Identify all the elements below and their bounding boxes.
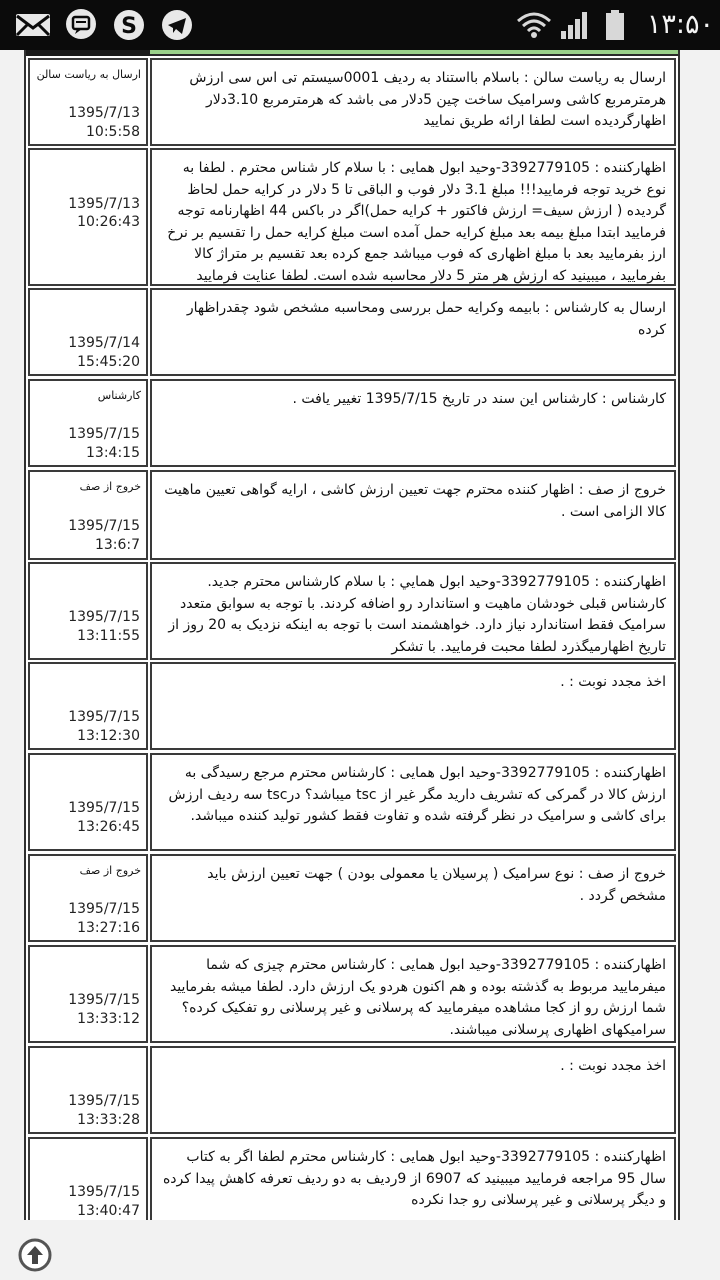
row-text-cell	[150, 662, 676, 750]
row-date: 1395/7/13	[68, 105, 140, 121]
row-text: اخذ مجدد نوبت : .	[560, 1058, 666, 1074]
row-label: خروج از صف	[79, 480, 141, 493]
row-time: 13:40:47	[77, 1203, 140, 1219]
row-text: خروج از صف : نوع سرامیک ( پرسیلان یا معمولی بودن ) جهت تعیین ارزش باید مشخص گردد .	[207, 866, 666, 904]
table-row	[26, 945, 678, 1043]
row-text-cell	[150, 1046, 676, 1134]
row-text: خروج از صف : اظهار کننده محترم جهت تعیین ارزش کاشی ، ارایه گواهی تعیین ماهیت کالا الزامی است .	[164, 482, 666, 520]
table-row	[26, 58, 678, 146]
table-row	[26, 662, 678, 750]
signal-icon	[560, 9, 590, 41]
row-text-cell	[150, 379, 676, 467]
row-text: اظهارکننده : 3392779105-وحید ابول همایی : با سلام کار شناس محترم . لطفا به نوع خرید توجه فرمایید!!! مبلغ 3.1 دلار فوب و الباقی تا 5 دلار در کرایه حمل لحاظ گردیده ( ارزش سیف= ارزش فاکتور + کرایه حمل)اگر در باکس 44 اظهارنامه توجه فرمایید ابتدا مبلغ بیمه بعد مبلغ کرایه حمل آمده است مبلغ کرایه حمل را تقسیم بر نرخ ارز بفرمایید بعد با مبلغ اظهاری که فوب میباشد جمع کرده بعد تقسیم بر متراژ کالا بفرمایید ، میبینید که ارزش هر متر 5 دلار محاسبه شده است. لطفا عنایت فرمایید	[167, 160, 666, 284]
row-text: اظهارکننده : 3392779105-وحيد ابول همايي : با سلام کارشناس محترم جدید. کارشناس قبلی خودشان ماهیت و استاندارد رو اضافه کردند. با توجه به سوابق متعدد سرامیک فقط استاندارد نیاز دارد. خواهشمند است با توجه به اینکه نزدیک به 20 روز از تاریخ اظهارمیگذرد لطفا محبت فرمایید. با تشکر	[168, 574, 666, 655]
row-label: ارسال به ریاست سالن	[36, 68, 141, 81]
table-header-strip	[26, 50, 678, 56]
row-time: 13:6:7	[94, 537, 140, 553]
row-text: ارسال به ریاست سالن : باسلام بااستناد به ردیف 0001سیستم تی اس سی ارزش هرمترمربع کاشی وسرامیک ساخت چین 5دلار می باشد که هرمترمربع 3.10دلار اظهارگردیده است لطفا ارائه طریق نمایید	[189, 70, 666, 129]
row-label: خروج از صف	[79, 864, 141, 877]
row-meta-cell	[28, 288, 148, 376]
table-row	[26, 379, 678, 467]
row-date: 1395/7/15	[68, 800, 140, 816]
table-row	[26, 470, 678, 560]
row-meta-cell	[28, 148, 148, 286]
row-date: 1395/7/14	[68, 335, 140, 351]
row-time: 15:45:20	[77, 354, 140, 370]
table-row	[26, 562, 678, 660]
row-meta-cell	[28, 1046, 148, 1134]
row-date: 1395/7/15	[68, 609, 140, 625]
row-meta-cell	[28, 58, 148, 146]
row-meta-cell	[28, 854, 148, 942]
row-date: 1395/7/15	[68, 901, 140, 917]
row-meta-cell	[28, 753, 148, 851]
row-text-cell	[150, 945, 676, 1043]
row-text-cell	[150, 562, 676, 660]
row-date: 1395/7/15	[68, 518, 140, 534]
row-label: کارشناس	[97, 389, 141, 402]
row-time: 13:12:30	[77, 728, 140, 744]
row-time: 13:4:15	[86, 445, 140, 461]
row-text-cell	[150, 58, 676, 146]
clock: ۱۳:۵۰	[646, 9, 714, 40]
row-text-cell	[150, 148, 676, 286]
table-row	[26, 1046, 678, 1134]
row-time: 10:26:43	[77, 214, 140, 230]
row-text: اخذ مجدد نوبت : .	[560, 674, 666, 690]
svg-text:S: S	[121, 14, 137, 39]
row-meta-cell	[28, 945, 148, 1043]
row-date: 1395/7/13	[68, 196, 140, 212]
row-text: اظهارکننده : 3392779105-وحید ابول همایی : کارشناس محترم چیزی که شما میفرمایید مربوط به گذشته بوده و هم اکنون هردو یک ارزش دارد. لطفا میشه بفرمایید شما ارزش رو از کجا مشاهده میفرمایید که پرسلانی و غیر پرسلانی رو تفکیک کرده؟ سرامیکهای اظهاری پرسلانی میباشند.	[169, 957, 666, 1038]
mail-icon	[14, 9, 52, 41]
table-row	[26, 288, 678, 376]
row-text: اظهارکننده : 3392779105-وحید ابول همایی : کارشناس محترم لطفا اگر به کتاب سال 95 مراجعه فرمایید میبینید که 6907 از 9ردیف به دو ردیف تعرفه کاهش پیدا کرده و دیگر پرسلانی و غیر پرسلانی رو جدا نکرده	[162, 1149, 666, 1208]
row-text: کارشناس : کارشناس این سند در تاریخ 1395/7/15 تغییر یافت .	[292, 391, 666, 407]
row-date: 1395/7/15	[68, 709, 140, 725]
row-time: 13:27:16	[77, 920, 140, 936]
table-row	[26, 148, 678, 286]
row-time: 13:33:12	[77, 1011, 140, 1027]
battery-icon	[604, 9, 626, 41]
row-date: 1395/7/15	[68, 1093, 140, 1109]
row-date: 1395/7/15	[68, 426, 140, 442]
wifi-icon	[516, 9, 552, 41]
row-time: 13:11:55	[77, 628, 140, 644]
row-text-cell	[150, 753, 676, 851]
row-meta-cell	[28, 379, 148, 467]
content-area[interactable]	[0, 50, 720, 1280]
row-text-cell	[150, 470, 676, 560]
row-meta-cell	[28, 662, 148, 750]
row-time: 13:26:45	[77, 819, 140, 835]
bottom-bar	[0, 1220, 720, 1280]
row-date: 1395/7/15	[68, 1184, 140, 1200]
row-text-cell	[150, 288, 676, 376]
table-row	[26, 753, 678, 851]
row-text: ارسال به کارشناس : بابیمه وکرایه حمل بررسی ومحاسبه مشخص شود چقدراظهار کرده	[186, 300, 666, 338]
history-table	[24, 50, 680, 1270]
scroll-to-top-button[interactable]	[18, 1238, 52, 1272]
telegram-icon	[160, 9, 194, 41]
row-text-cell	[150, 854, 676, 942]
chat-icon	[64, 9, 98, 41]
row-text: اظهارکننده : 3392779105-وحید ابول همایی : کارشناس محترم مرجع رسیدگی به ارزش کالا در گمرکی که تشریف دارید مگر غیر از tsc میباشد؟ درtsc سه ردیف ارزش برای کاشی و سرامیک در نظر گرفته شده و تفاوت فقط کشور تولید کننده میباشد.	[168, 765, 666, 824]
row-time: 10:5:58	[86, 124, 140, 140]
row-time: 13:33:28	[77, 1112, 140, 1128]
table-row	[26, 854, 678, 942]
row-meta-cell	[28, 470, 148, 560]
row-date: 1395/7/15	[68, 992, 140, 1008]
status-bar	[0, 0, 720, 50]
skype-icon	[112, 9, 146, 41]
row-meta-cell	[28, 562, 148, 660]
